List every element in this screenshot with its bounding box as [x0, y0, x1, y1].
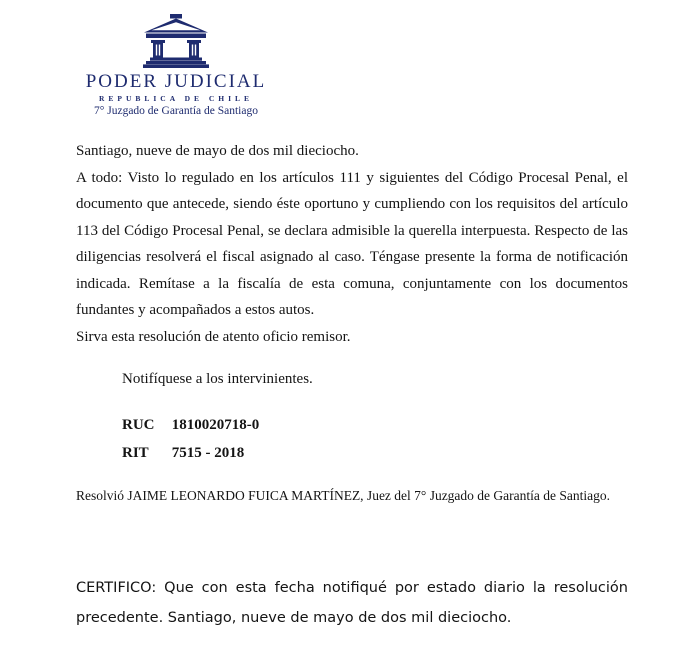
ruc-value: 1810020718-0: [171, 416, 260, 433]
rit-label: RIT: [122, 444, 149, 461]
remisor-line: Sirva esta resolución de atento oficio remisor.: [76, 328, 351, 345]
rit-row: [122, 439, 628, 467]
ruc-label: RUC: [122, 416, 155, 433]
notification-line: Notifíquese a los intervinientes.: [122, 371, 313, 387]
rit-value: 7515 - 2018: [171, 444, 245, 461]
letterhead: [80, 14, 272, 117]
document-body: [76, 138, 628, 633]
courthouse-icon: [142, 14, 210, 68]
resolved-by-line: Resolvió JAIME LEONARDO FUICA MARTÍNEZ, Juez del 7° Juzgado de Garantía de Santiago.: [76, 487, 611, 503]
court-name: 7° Juzgado de Garantía de Santiago: [94, 105, 258, 117]
institution-name: PODER JUDICIAL: [85, 71, 267, 92]
date-line: Santiago, nueve de mayo de dos mil dieciocho.: [76, 143, 359, 159]
case-identifiers: [76, 411, 628, 467]
resolution-paragraph: A todo: Visto lo regulado en los artículos 111 y siguientes del Código Procesal Penal, el documento que antecede, siendo éste oportuno y cumpliendo con los requisitos del artículo 113 del Código Procesal Penal, se declara admisible la querella interpuesta. Respecto de las diligencias resolverá el fiscal asignado al caso. Téngase presente la forma de notificación indicada. Remítase a la fiscalía de esta comuna, conjuntamente con los documentos fundantes y acompañados a estos autos.: [76, 169, 628, 318]
certification-paragraph: CERTIFICO: Que con esta fecha notifiqué por estado diario la resolución precedente. Santiago, nueve de mayo de dos mil dieciocho.: [76, 580, 628, 626]
institution-country: REPUBLICA DE CHILE: [98, 94, 254, 103]
ruc-row: [122, 411, 628, 439]
